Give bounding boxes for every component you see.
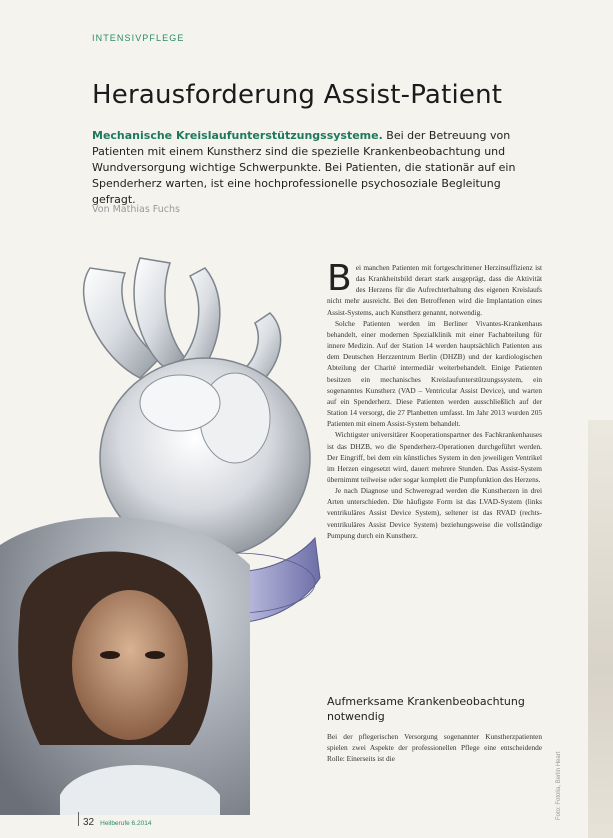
page-footer [78,812,163,826]
lead-text: Bei der Betreuung von Patienten mit einem Kunstherz sind die spezielle Krankenbeobachtung und Wundversorgung wichtige Schwerpunkte. Bei Patienten, die stationär auf ein Spenderherz warten, ist eine hochprofessionelle psychosoziale Begleitung gefragt. [92,129,516,206]
author-byline: Von Mathias Fuchs [92,204,180,215]
photo-credit: Foto: Fotolia, Berlin Heart [556,751,562,820]
article-title: Herausforderung Assist-Patient [92,80,503,110]
body-text-column [327,258,542,541]
nurse-portrait-photo [0,505,250,815]
subheading: Aufmerksame Krankenbeobachtung notwendig [327,695,525,723]
section-tag: INTENSIVPFLEGE [92,33,185,43]
page-number: 32 [83,817,95,828]
body-paragraph-4: Je nach Diagnose und Schweregrad werden die Kunstherzen in drei Arten unterschieden. Die häufigste Form ist das LVAD-System (links ventrikuläres Assist Device System), seltener ist das RVAD (rechts-ventrikuläres Assist Device System) beziehungsweise die vollständige Pumpung durch ein Kunstherz. [327,486,542,540]
body-paragraph-1: ei manchen Patienten mit fortgeschrittener Herzinsuffizienz ist das Krankheitsbild derart stark ausgeprägt, dass die Aktivität des Herzens für die Aufrechterhaltung des eigenen Kreislaufs nicht mehr ausreicht. Bei den Betroffenen wird die Implantation eines Assist-Systems, auch Kunstherz genannt, notwendig. [327,263,542,317]
dropcap: B [327,258,352,299]
body-paragraph-2: Solche Patienten werden im Berliner Vivantes-Krankenhaus behandelt, einer modernen Spezialklinik mit einer Fachabteilung für innere Medizin. Auf der Station 14 werden hauptsächlich Patienten aus dem Deutschen Herzzentrum Berlin (DHZB) und der kardiologischen Abteilung der Charité intermediär weiterbehandelt. Einige Patienten besitzen ein mechanisches Kreislaufunterstützungssystem, ein sogenanntes Kunstherz (VAD – Ventricular Assist Device), und warten auf ein Spenderherz. Diese Patienten werden ausschließlich auf der Station 14 versorgt, die 27 Planbetten umfasst. Im Jahr 2013 wurden 205 Patienten mit einem Assist-System behandelt. [327,318,542,429]
lead-kicker: Mechanische Kreislaufunterstützungssysteme. [92,129,383,142]
adjacent-page-strip [588,420,613,838]
body-paragraph-3: Wichtigster universitärer Kooperationspartner des Fachkrankenhauses ist das DHZB, wo die Spenderherz-Operationen durchgeführt werden. Der Eingriff, bei dem ein künstliches System in den jeweiligen Ventrikel im Herzen eingesetzt wird, dauert mehrere Stunden. Das Assist-System übernimmt teilweise oder sogar komplett die Pumpfunktion des Herzens. [327,430,542,484]
lead-paragraph [92,128,547,208]
magazine-name: Heilberufe 6.2014 [100,820,152,827]
body-paragraph-5: Bei der pflegerischen Versorgung sogenannter Kunstherzpatienten spielen zwei Aspekte der professionellen Pflege eine entscheidende Rolle: Einerseits ist die [327,732,542,764]
